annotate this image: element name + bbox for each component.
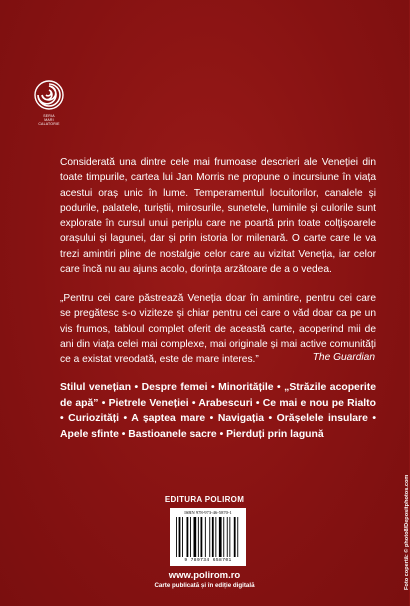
- isbn-text: ISBN 978-973-46-5870-1: [184, 510, 232, 515]
- swirl-emblem-icon: [34, 80, 64, 110]
- logo-text-line: CALATORIE: [38, 122, 60, 126]
- chapter-list: Stilul venețian • Despre femei • Minoritățile • „Străzile acoperite de apă” • Pietrele Veneției • Arabescuri • Ce mai e nou pe Rialto • Curiozități • A șaptea mare • Navigația • Orășelele insulare • Apele sfinte • Bastioanele sacre • Pierduți prin lagună: [60, 382, 376, 440]
- book-description: Considerată una dintre cele mai frumoase descrieri ale Veneției din toate timpurile, cartea lui Jan Morris ne propune o incursiune în viața acestui oraș unic în lume. Temperamentul locuitorilor, canalele și podurile, palatele, turiștii, mirosurile, sunetele, luminile și culorile sunt explorate în cursul unui periplu care ne poartă prin toate colțișoarele orașului și lagunei, dar și prin istoria lor milenară. O carte care le va trezi amintiri pline de nostalgie celor care au vizitat Veneția, iar celor care încă nu au ajuns acolo, dorința arzătoare de a o vedea.: [60, 157, 376, 276]
- logo-text-line: MARI: [44, 118, 54, 122]
- photo-credit: Foto copertă: © photo8/Depositphotos.com: [404, 474, 410, 590]
- series-logo-text: [20, 114, 78, 126]
- digital-edition-note: Carte publicată și în ediție digitală: [154, 582, 255, 589]
- publisher-name: EDITURA POLIROM: [164, 495, 245, 504]
- barcode-icon: [176, 517, 240, 557]
- press-quote: „Pentru cei care păstrează Veneția doar în amintire, pentru cei care se pregătesc s-o viziteze și chiar pentru cei care o văd doar ca pe un vis frumos, tabloul complet oferit de această carte, acoperind mii de ani din viața celei mai complexe, mai originale și mai active comunități ce a existat vreodată, este de mare interes.”: [60, 293, 376, 366]
- isbn-barcode: [170, 508, 246, 566]
- barcode-number: 9 789734 658701: [184, 558, 232, 563]
- logo-text-line: SERIA: [43, 114, 55, 118]
- quote-source: The Guardian: [312, 352, 375, 363]
- publisher-website: www.polirom.ro: [168, 570, 241, 581]
